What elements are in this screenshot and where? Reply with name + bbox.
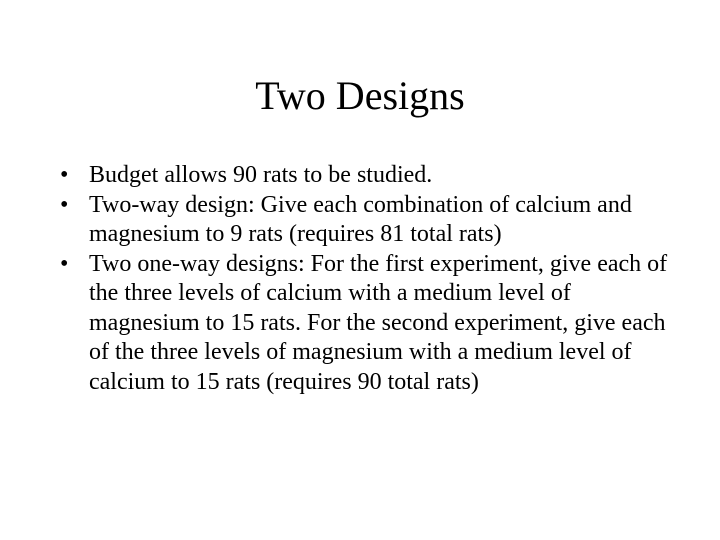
bullet-text: Two-way design: Give each combination of calcium and magnesium to 9 rats (requires 81 total rats)	[89, 191, 632, 247]
bullet-item	[60, 191, 670, 250]
bullet-item	[60, 250, 670, 398]
bullet-dot-icon: •	[60, 250, 69, 277]
bullet-dot-icon: •	[60, 162, 69, 188]
slide-title: Two Designs	[255, 73, 465, 118]
bullet-text: Two one-way designs: For the first experiment, give each of the three levels of calcium with a medium level of magnesium to 15 rats. For the second experiment, give each of the three levels of magnesium with a medium level of calcium to 15 rats (requires 90 total rats)	[89, 250, 668, 395]
bullet-list	[60, 161, 670, 397]
bullet-dot-icon: •	[60, 191, 69, 218]
bullet-item	[60, 161, 670, 191]
bullet-text: Budget allows 90 rats to be studied.	[89, 162, 433, 188]
